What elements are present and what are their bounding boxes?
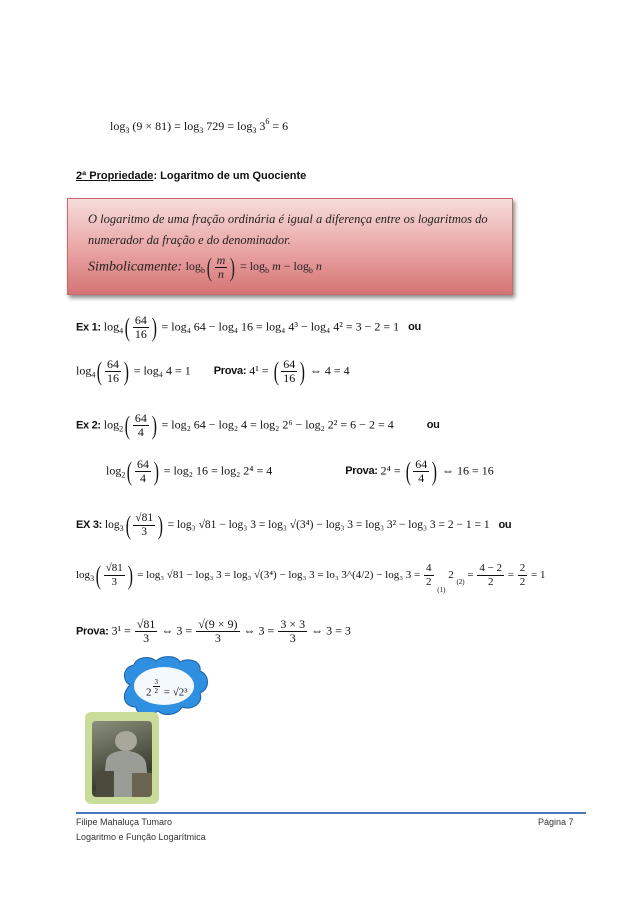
symbolic-formula: Simbolicamente: $\log_b$( $\frac{m}{n}$ ) = $\log_b m - \log_b n$	[88, 252, 322, 282]
denominator-n: n	[217, 267, 224, 281]
ex3-index-2: (2)	[456, 578, 465, 587]
definition-box	[67, 198, 513, 295]
minus-log: − log	[283, 259, 309, 274]
ex3-prova-end: ⇔ 3 = 3	[311, 623, 351, 638]
author-photo	[92, 721, 152, 797]
ex3-frac1-den: 2	[426, 576, 432, 588]
ex3-prova-f3-den: 3	[289, 631, 296, 645]
ex2-denominator: 4	[137, 425, 144, 439]
equals-log-2: = log	[227, 119, 253, 133]
power-exponent: 6	[265, 117, 270, 126]
bubble-exp-den: 2	[154, 687, 158, 695]
equals-log: = log	[239, 259, 266, 274]
section-heading	[76, 170, 306, 182]
bubble-exp-num: 3	[154, 678, 158, 686]
ex2-prova-rhs: ⇔ 16 = 16	[441, 463, 494, 478]
value-729: 729	[206, 119, 225, 133]
ex3-prova-f3-num: 3 × 3	[280, 617, 306, 631]
base-b: b	[200, 266, 205, 276]
heading-rest: : Logaritmo de um Quociente	[153, 170, 307, 182]
ex3-line1: EX 3: $\log_3$( $\frac{√81}{3}$ ) = log₃ √81 − log₃ 3 = log₃ √(3⁴) − log₃ 3 = log₃ 3² − log₃ 3 = 2 − 1 = 1 ou	[76, 510, 512, 540]
bubble-rhs: = √2³	[163, 686, 188, 699]
log-text: log	[185, 259, 201, 274]
ex2-expression: = log₂ 64 − log₂ 4 = log₂ 2⁶ − log₂ 2² = 6 − 2 = 4	[161, 417, 394, 432]
ex1-ou: ou	[408, 321, 421, 334]
ex1-expression: = log₄ 64 − log₄ 16 = log₄ 4³ − log₄ 4² = 3 − 2 = 1	[161, 319, 400, 334]
ex3-prova-f1-den: 3	[143, 631, 150, 645]
numerator-m: m	[216, 253, 226, 267]
footer-page-number: Página 7	[538, 817, 574, 827]
ex1-denominator: 16	[134, 327, 147, 341]
ex3-frac3-num: 2	[519, 562, 526, 574]
ex1-prova-lhs: 4¹ =	[249, 363, 269, 378]
ex3-prova-f2-den: 3	[214, 631, 221, 645]
ex2-line1: Ex 2: $\log_2$( $\frac{64}{4}$ ) = log₂ 64 − log₂ 4 = log₂ 2⁶ − log₂ 2² = 6 − 2 = 4 ou	[76, 410, 440, 440]
ex3-line2: $\log_3$( $\frac{√81}{3}$ ) = log₃ √81 − log₃ 3 = log₃ √(3⁴) − log₃ 3 = lo₃ 3^(4/2) − log₃ 3 = $\frac{4}{2}$ $_{(1)}$ 2 $_{(2)}$ = $\frac{4 - 2}{2}$ = $\frac{2}{2}$ = 1	[76, 560, 546, 595]
ex3-prova-eq3: ⇔ 3 =	[243, 623, 275, 638]
heading-underlined: 2ª Propriedade	[76, 170, 154, 182]
ex3-prova-f1-num: √81	[136, 617, 156, 631]
bubble-base: 2	[146, 686, 152, 699]
ex3-label: EX 3:	[76, 519, 103, 532]
ex1-line1: Ex 1: $\log_4$( $\frac{64}{16}$ ) = log₄ 64 − log₄ 16 = log₄ 4³ − log₄ 4² = 3 − 2 = 1 ou	[76, 312, 421, 342]
ex3-prova	[76, 618, 351, 645]
ex2-prova-label: Prova:	[345, 465, 378, 478]
top-formula: $\log_3 (9 \times 81) = \log_3 729 = \log_3 3^6 = 6$	[110, 117, 289, 135]
ex3-alt-expression: = log₃ √81 − log₃ 3 = log₃ √(3⁴) − log₃ 3 = lo₃ 3^(4/2) − log₃ 3 =	[137, 569, 421, 582]
ex3-numerator: √81	[135, 512, 154, 524]
footer-author: Filipe Mahaluça Tumaro	[76, 817, 173, 827]
definition-text: O logaritmo de uma fração ordinária é igual a diferença entre os logaritmos do numerador da fração e do denominador.	[88, 212, 488, 247]
footer-rule	[76, 812, 586, 814]
ex3-alt-end: = 1	[531, 569, 546, 582]
ex2-label: Ex 2:	[76, 419, 101, 432]
ex3-index-1: (1)	[437, 586, 446, 595]
ex3-frac2-den: 2	[487, 576, 494, 588]
ex2-line2: $\log_2$( $\frac{64}{4}$ ) = log₂ 16 = log₂ 2⁴ = 4 Prova: 2⁴ = ( $\frac{64}{4}$ ) ⇔ 16 = 16	[106, 456, 494, 486]
ex3-prova-expr1: 3¹ =	[111, 623, 131, 638]
ex3-frac3-den: 2	[519, 576, 526, 588]
power-base: 3	[259, 119, 266, 133]
ex3-prova-f2-num: √(9 × 9)	[198, 617, 238, 631]
log-argument: (9 × 81)	[132, 119, 172, 133]
ex1-line2: $\log_4$( $\frac{64}{16}$ ) = log₄ 4 = 1 Prova: 4¹ = ( $\frac{64}{16}$ ) ⇔ 4 = 4	[76, 356, 350, 386]
ex2-numerator: 64	[134, 411, 147, 425]
ex2-prova-lhs: 2⁴ =	[380, 463, 401, 478]
ex3-ou: ou	[498, 519, 512, 532]
ex3-mid-value: 2	[448, 569, 454, 582]
footer-subject: Logaritmo e Função Logarítmica	[76, 832, 206, 842]
ex1-alt-expression: = log₄ 4 = 1	[133, 363, 191, 378]
log-text: log	[110, 119, 126, 133]
ex1-numerator: 64	[134, 313, 147, 327]
ex3-frac2-num: 4 − 2	[479, 562, 503, 574]
ex3-denominator: 3	[141, 526, 148, 538]
ex3-frac1-num: 4	[426, 562, 432, 574]
ex3-prova-eq2: ⇔ 3 =	[161, 623, 193, 638]
ex1-label: Ex 1:	[76, 321, 101, 334]
ex2-ou: ou	[426, 419, 440, 432]
ex1-prova-label: Prova:	[213, 365, 247, 378]
ex3-prova-label: Prova:	[76, 625, 109, 638]
ex1-prova-rhs: ⇔ 4 = 4	[309, 363, 350, 378]
ex2-alt-expression: = log₂ 16 = log₂ 2⁴ = 4	[163, 463, 273, 478]
ex3-expression: = log₃ √81 − log₃ 3 = log₃ √(3⁴) − log₃ 3 = log₃ 3² − log₃ 3 = 2 − 1 = 1	[167, 519, 490, 532]
log-base: 3	[125, 126, 130, 135]
equals-log: = log	[174, 119, 200, 133]
bubble-formula	[146, 678, 188, 698]
result: = 6	[272, 119, 289, 133]
person-image-icon	[92, 721, 152, 797]
simbolicamente-label: Simbolicamente:	[88, 259, 183, 275]
